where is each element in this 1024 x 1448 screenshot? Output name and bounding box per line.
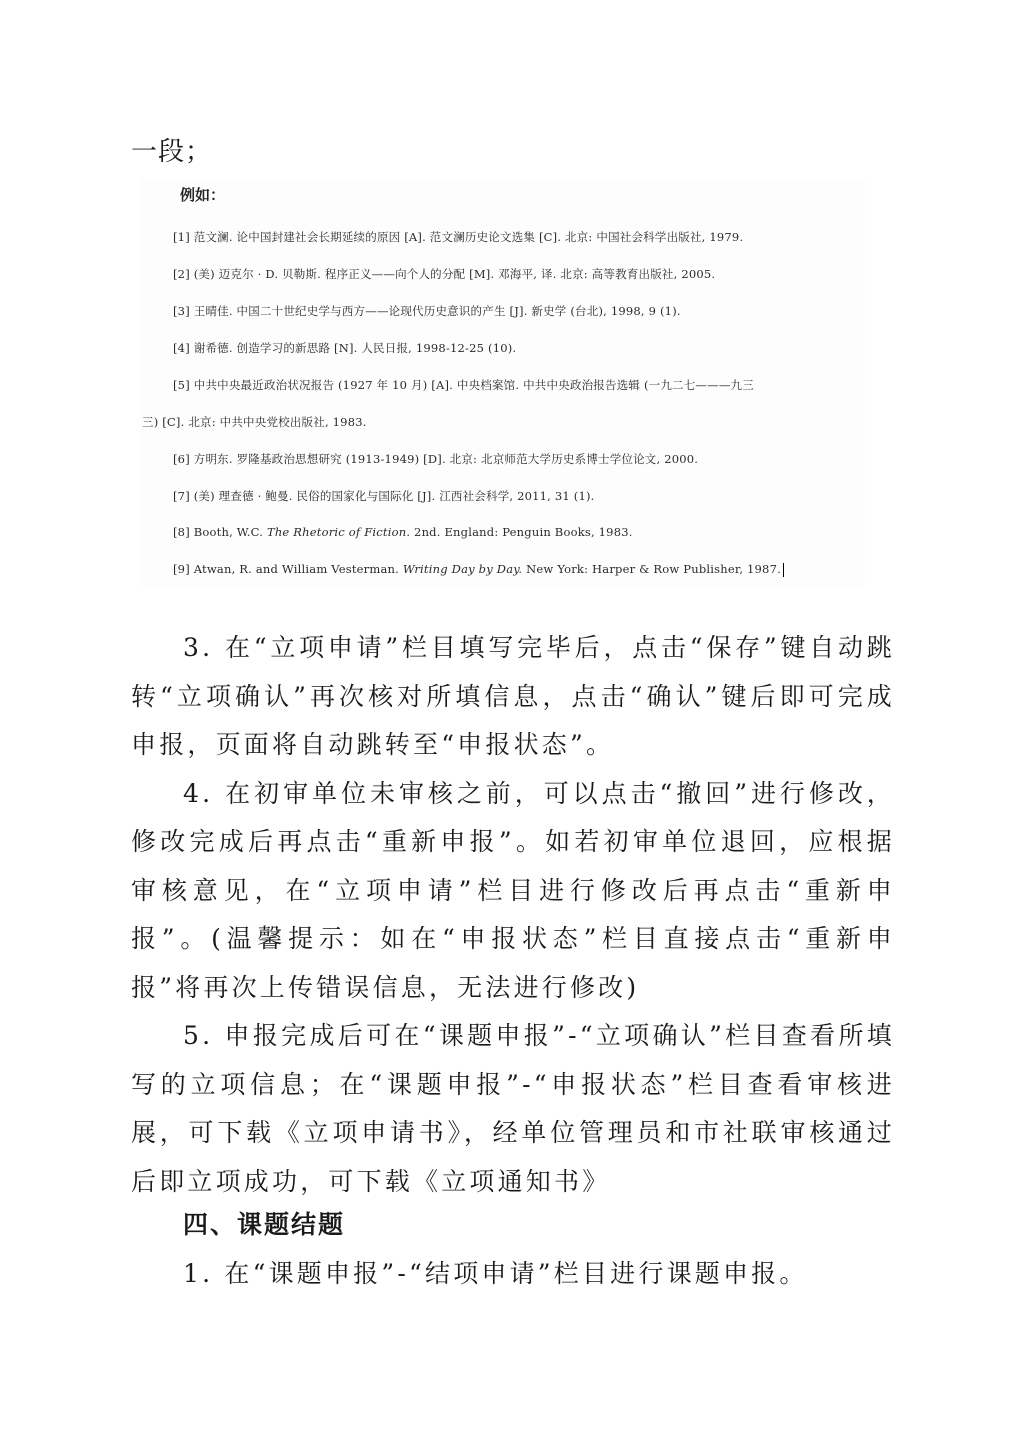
reference-item: [2] (美) 迈克尔 · D. 贝勒斯. 程序正义——向个人的分配 [M]. 邓海平, 译. 北京: 高等教育出版社, 2005. <box>173 267 716 281</box>
reference-example-figure <box>140 178 865 588</box>
lead-text: 一段； <box>131 137 213 167</box>
example-title: 例如： <box>180 186 226 204</box>
reference-tail: 2nd. England: Penguin Books, 1983. <box>410 525 633 539</box>
reference-item-continued: 三) [C]. 北京: 中共中央党校出版社, 1983. <box>142 415 367 429</box>
reference-item: [6] 方明东. 罗隆基政治思想研究 (1913-1949) [D]. 北京: 北京师范大学历史系博士学位论文, 2000. <box>173 452 699 466</box>
reference-item <box>173 525 633 539</box>
reference-item: [3] 王晴佳. 中国二十世纪史学与西方——论现代历史意识的产生 [J]. 新史学 (台北), 1998, 9 (1). <box>173 304 681 318</box>
reference-item: [4] 谢希德. 创造学习的新思路 [N]. 人民日报, 1998-12-25 (10). <box>173 341 517 355</box>
reference-item <box>173 562 784 577</box>
reference-item: [7] (美) 理查德 · 鲍曼. 民俗的国家化与国际化 [J]. 江西社会科学, 2011, 31 (1). <box>173 489 595 503</box>
paragraph-step-3: 3. 在“立项申请”栏目填写完毕后，点击“保存”键自动跳转“立项确认”再次核对所填信息，点击“确认”键后即可完成申报，页面将自动跳转至“申报状态”。 <box>131 633 895 759</box>
body-paragraphs <box>131 624 895 1206</box>
paragraph-step-5: 5. 申报完成后可在“课题申报”-“立项确认”栏目查看所填写的立项信息；在“课题申报”-“申报状态”栏目查看审核进展，可下载《立项申请书》，经单位管理员和市社联审核通过后即立项成功，可下载《立项通知书》 <box>131 1021 895 1196</box>
reference-prefix: [8] Booth, W.C. <box>173 525 267 539</box>
section-heading: 四、课题结题 <box>183 1210 346 1239</box>
reference-title: Writing Day by Day. <box>402 562 523 576</box>
reference-item: [1] 范文澜. 论中国封建社会长期延续的原因 [A]. 范文澜历史论文选集 [C]. 北京: 中国社会科学出版社, 1979. <box>173 230 744 244</box>
text-cursor <box>783 563 784 577</box>
reference-tail: New York: Harper & Row Publisher, 1987. <box>522 562 781 576</box>
reference-item: [5] 中共中央最近政治状况报告 (1927 年 10 月) [A]. 中央档案馆. 中共中央政治报告选辑 (一九二七———九三 <box>173 378 754 392</box>
reference-title: The Rhetoric of Fiction. <box>266 525 411 539</box>
paragraph-step-4: 4. 在初审单位未审核之前，可以点击“撤回”进行修改，修改完成后再点击“重新申报”。如若初审单位退回，应根据审核意见，在“立项申请”栏目进行修改后再点击“重新申报”。(温馨提示：如在“申报状态”栏目直接点击“重新申报”将再次上传错误信息，无法进行修改) <box>131 778 895 1002</box>
reference-prefix: [9] Atwan, R. and William Vesterman. <box>173 562 403 576</box>
paragraph-final: 1. 在“课题申报”-“结项申请”栏目进行课题申报。 <box>183 1259 808 1288</box>
